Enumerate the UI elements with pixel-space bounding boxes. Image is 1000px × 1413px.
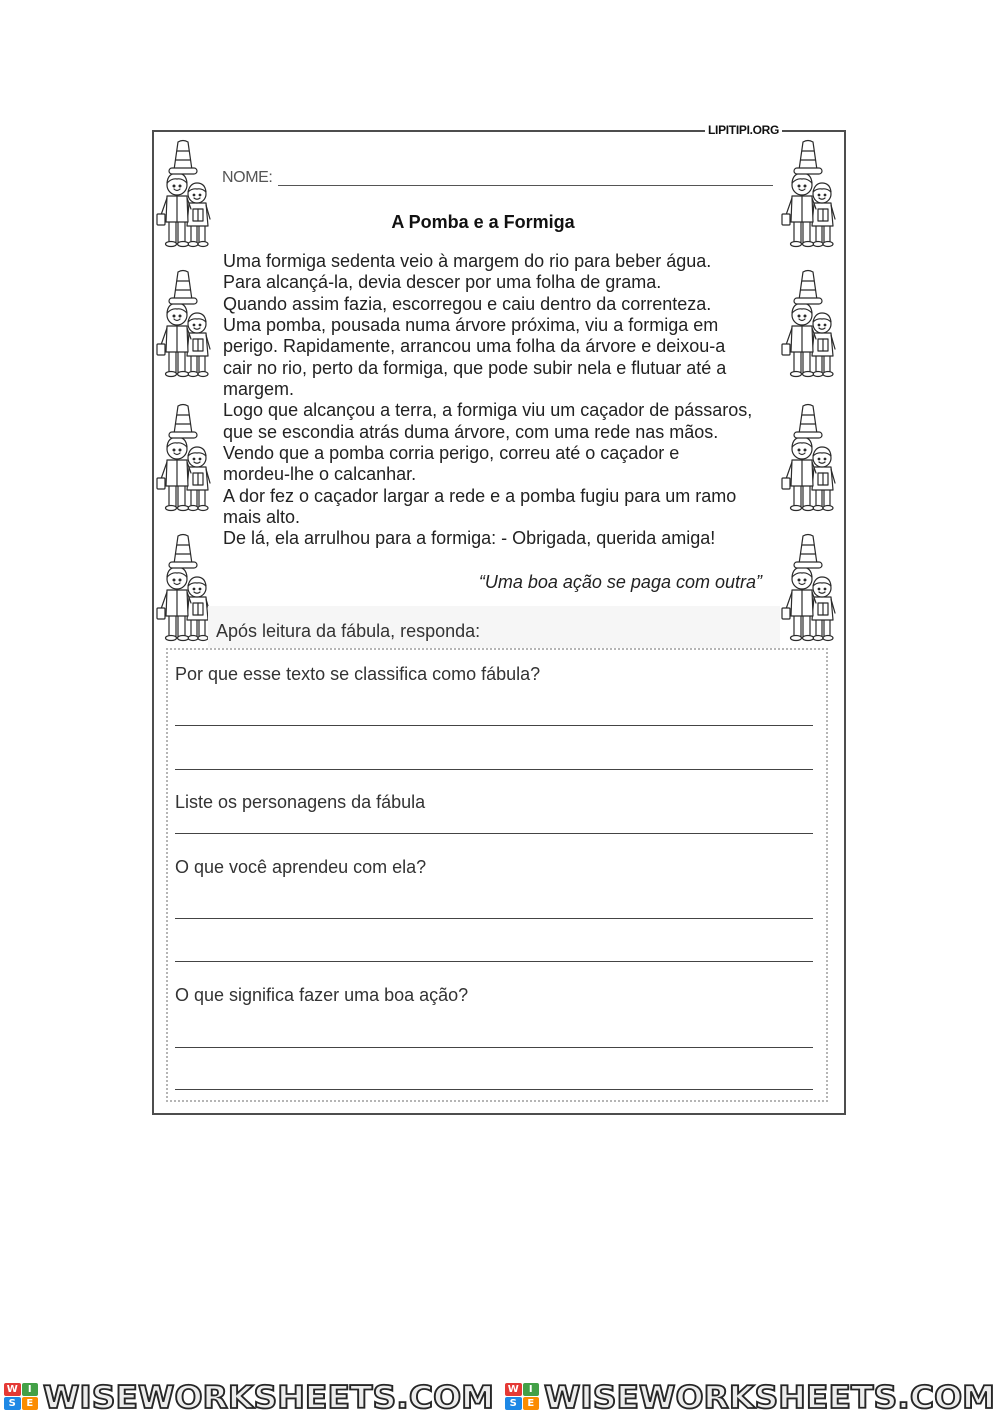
- kids-illustration: [156, 269, 212, 379]
- logo-letter: E: [523, 1397, 540, 1410]
- answer-line-3a[interactable]: [175, 918, 813, 919]
- kids-illustration: [781, 139, 837, 249]
- story-line: mais alto.: [223, 507, 301, 528]
- kids-illustration: [781, 403, 837, 513]
- logo-letter: S: [4, 1397, 21, 1410]
- story-line: Para alcançá-la, devia descer por uma folha de grama.: [223, 272, 662, 293]
- kids-illustration: [156, 139, 212, 249]
- answer-line-4b[interactable]: [175, 1089, 813, 1090]
- name-field[interactable]: [278, 185, 773, 186]
- story-moral: “Uma boa ação se paga com outra”: [478, 572, 762, 592]
- brand-wordmark: [42, 1378, 497, 1412]
- logo-letter: I: [523, 1383, 540, 1396]
- logo-letter: E: [22, 1397, 39, 1410]
- story-line: cair no rio, perto da formiga, que pode subir nela e flutuar até a: [223, 357, 727, 378]
- brand-logo-icon: [4, 1383, 38, 1410]
- story-line: margem.: [223, 379, 295, 400]
- name-label: NOME:: [222, 169, 273, 186]
- story-text: [223, 251, 752, 550]
- logo-letter: S: [505, 1397, 522, 1410]
- kids-illustration: [781, 533, 837, 643]
- story-line: perigo. Rapidamente, arrancou uma folha da árvore e deixou-a: [223, 336, 726, 357]
- story-title: A Pomba e a Formiga: [391, 212, 575, 232]
- answer-line-1a[interactable]: [175, 725, 813, 726]
- story-line: Uma formiga sedenta veio à margem do rio para beber água.: [223, 251, 712, 271]
- logo-letter: W: [4, 1383, 21, 1396]
- question-1: Por que esse texto se classifica como fábula?: [175, 664, 541, 684]
- story-line: Vendo que a pomba corria perigo, correu até o caçador e: [223, 443, 680, 464]
- site-label: LIPITIPI.ORG: [705, 123, 782, 137]
- instructions: Após leitura da fábula, responda:: [216, 621, 481, 641]
- brand-text: WISEWORKSHEETS.COM: [43, 1380, 494, 1413]
- story-line: A dor fez o caçador largar a rede e a pomba fugiu para um ramo: [223, 485, 737, 506]
- brand-wordmark: [543, 1378, 998, 1412]
- kids-illustration: [156, 533, 212, 643]
- story-line: De lá, ela arrulhou para a formiga: - Obrigada, querida amiga!: [223, 528, 716, 549]
- question-2: Liste os personagens da fábula: [175, 792, 426, 812]
- story-line: Uma pomba, pousada numa árvore próxima, viu a formiga em: [223, 315, 719, 336]
- story-line: Logo que alcançou a terra, a formiga viu um caçador de pássaros,: [223, 400, 753, 421]
- brand-logo-icon: [505, 1383, 539, 1410]
- answer-line-3b[interactable]: [175, 961, 813, 962]
- answer-line-4a[interactable]: [175, 1047, 813, 1048]
- story-line: que se escondia atrás duma árvore, com uma rede nas mãos.: [223, 421, 719, 442]
- kids-illustration: [781, 269, 837, 379]
- kids-illustration: [156, 403, 212, 513]
- question-4: O que significa fazer uma boa ação?: [175, 985, 469, 1005]
- logo-letter: I: [22, 1383, 39, 1396]
- story-line: mordeu-lhe o calcanhar.: [223, 464, 417, 485]
- story-line: Quando assim fazia, escorregou e caiu dentro da correnteza.: [223, 293, 712, 314]
- logo-letter: W: [505, 1383, 522, 1396]
- answer-line-1b[interactable]: [175, 769, 813, 770]
- answer-line-2a[interactable]: [175, 833, 813, 834]
- question-3: O que você aprendeu com ela?: [175, 857, 427, 877]
- brand-text: WISEWORKSHEETS.COM: [544, 1380, 995, 1413]
